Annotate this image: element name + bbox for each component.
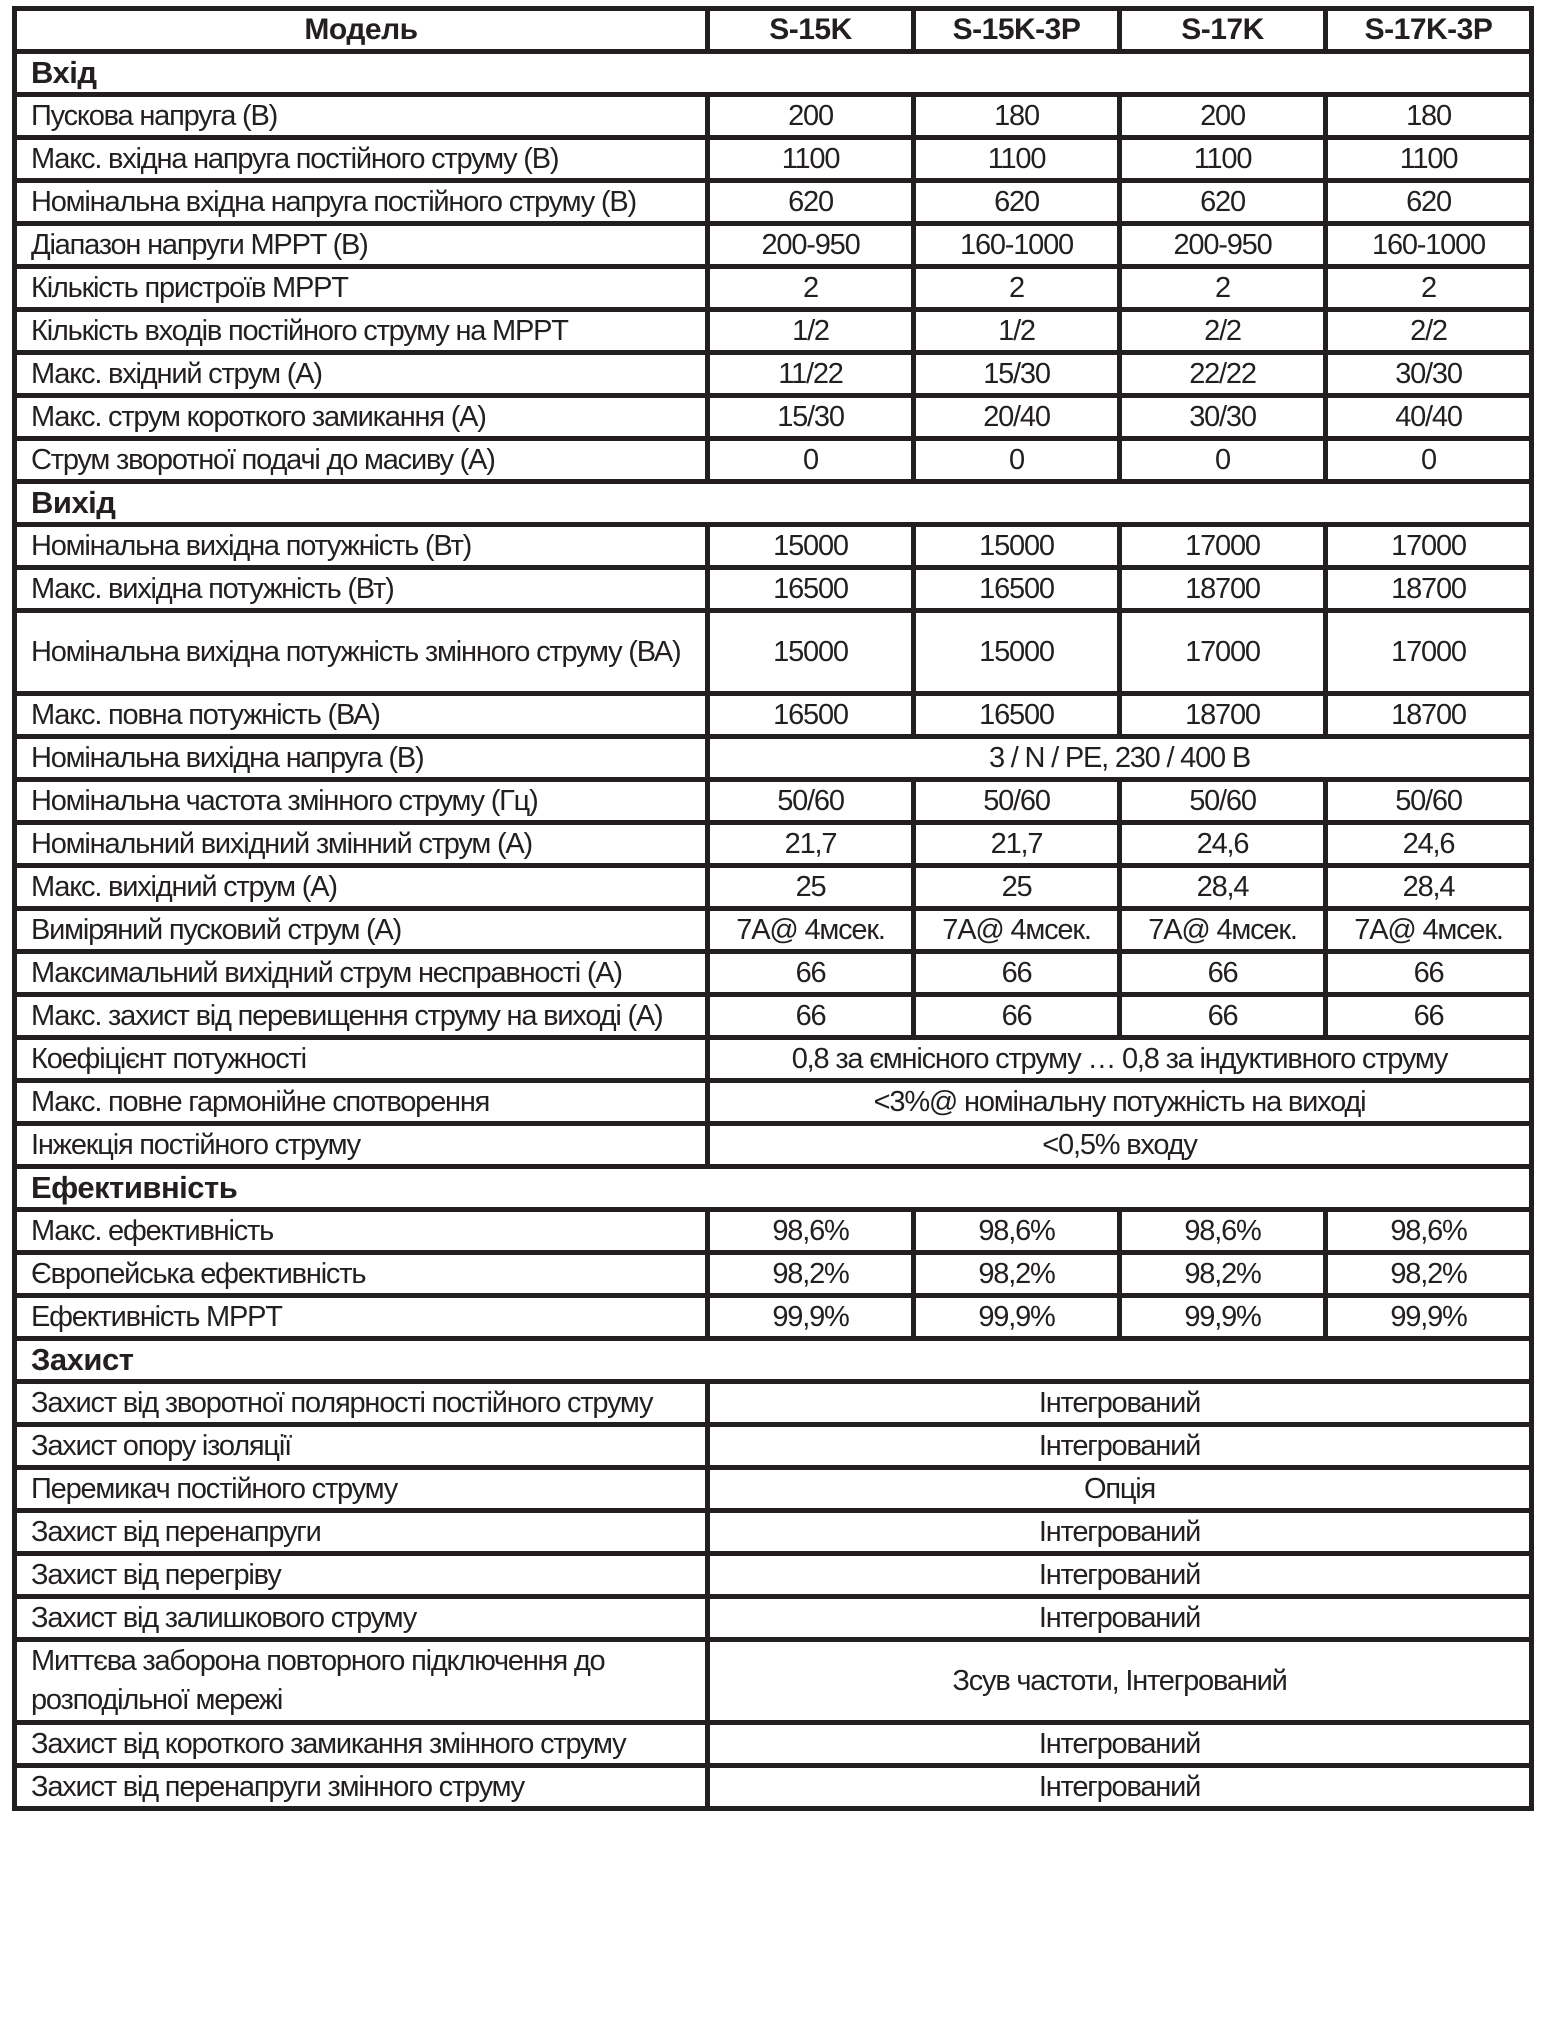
row-value: 1/2 (708, 310, 914, 353)
row-value: 66 (708, 952, 914, 995)
table-row (15, 439, 1532, 482)
row-value-merged: Інтегрований (708, 1597, 1532, 1640)
row-label: Максимальний вихідний струм несправності (А) (15, 952, 708, 995)
row-value: 50/60 (914, 780, 1120, 823)
row-value: 15000 (708, 525, 914, 568)
table-row (15, 138, 1532, 181)
row-label: Макс. вхідний струм (А) (15, 353, 708, 396)
row-value: 16500 (708, 568, 914, 611)
table-row (15, 866, 1532, 909)
section-row-protection (15, 1339, 1532, 1382)
table-row (15, 995, 1532, 1038)
row-label: Макс. повна потужність (ВА) (15, 694, 708, 737)
row-value: 50/60 (1120, 780, 1326, 823)
row-value: 15000 (708, 611, 914, 694)
table-row (15, 267, 1532, 310)
row-value: 15/30 (914, 353, 1120, 396)
table-row (15, 611, 1532, 694)
row-value: 25 (708, 866, 914, 909)
table-row (15, 1511, 1532, 1554)
row-value-merged: 3 / N / PE, 230 / 400 В (708, 737, 1532, 780)
table-row (15, 1081, 1532, 1124)
row-value: 24,6 (1120, 823, 1326, 866)
header-model-s-17k: S-17K (1120, 9, 1326, 52)
row-label: Пускова напруга (В) (15, 95, 708, 138)
header-model-s-15k-3p: S-15K-3P (914, 9, 1120, 52)
row-value: 50/60 (708, 780, 914, 823)
row-value: 21,7 (708, 823, 914, 866)
row-value: 7A@ 4мсек. (708, 909, 914, 952)
table-row (15, 396, 1532, 439)
row-value: 98,6% (914, 1210, 1120, 1253)
row-label: Струм зворотної подачі до масиву (А) (15, 439, 708, 482)
table-row (15, 224, 1532, 267)
row-label: Макс. захист від перевищення струму на виході (А) (15, 995, 708, 1038)
table-row (15, 353, 1532, 396)
row-value-merged: Інтегрований (708, 1554, 1532, 1597)
row-label: Інжекція постійного струму (15, 1124, 708, 1167)
row-value: 50/60 (1326, 780, 1532, 823)
table-row (15, 1425, 1532, 1468)
section-row-input (15, 52, 1532, 95)
row-value: 2 (1120, 267, 1326, 310)
row-label: Перемикач постійного струму (15, 1468, 708, 1511)
row-label: Європейська ефективність (15, 1253, 708, 1296)
row-label: Макс. струм короткого замикання (А) (15, 396, 708, 439)
row-value: 28,4 (1120, 866, 1326, 909)
row-value: 2/2 (1120, 310, 1326, 353)
row-value: 17000 (1326, 525, 1532, 568)
table-row (15, 1468, 1532, 1511)
row-value: 11/22 (708, 353, 914, 396)
row-value: 99,9% (914, 1296, 1120, 1339)
row-value: 1100 (1326, 138, 1532, 181)
row-value: 0 (1120, 439, 1326, 482)
row-value: 0 (1326, 439, 1532, 482)
table-row (15, 1382, 1532, 1425)
table-row (15, 1554, 1532, 1597)
row-value: 98,2% (1326, 1253, 1532, 1296)
row-label: Номінальна частота змінного струму (Гц) (15, 780, 708, 823)
row-value: 24,6 (1326, 823, 1532, 866)
section-title: Вихід (15, 482, 1532, 525)
row-label: Номінальна вихідна потужність (Вт) (15, 525, 708, 568)
row-value: 66 (1120, 995, 1326, 1038)
row-label: Захист від перенапруги змінного струму (15, 1766, 708, 1809)
table-row (15, 952, 1532, 995)
row-label: Кількість входів постійного струму на MPPT (15, 310, 708, 353)
row-value: 1100 (914, 138, 1120, 181)
row-value: 21,7 (914, 823, 1120, 866)
row-value: 25 (914, 866, 1120, 909)
section-title: Вхід (15, 52, 1532, 95)
row-label: Діапазон напруги MPPT (В) (15, 224, 708, 267)
row-value: 18700 (1120, 568, 1326, 611)
section-row-output (15, 482, 1532, 525)
row-label: Макс. вихідна потужність (Вт) (15, 568, 708, 611)
table-row (15, 1296, 1532, 1339)
table-row (15, 1766, 1532, 1809)
row-value: 28,4 (1326, 866, 1532, 909)
row-label: Макс. вихідний струм (А) (15, 866, 708, 909)
section-row-efficiency (15, 1167, 1532, 1210)
row-label: Номінальна вхідна напруга постійного струму (В) (15, 181, 708, 224)
row-value: 98,6% (708, 1210, 914, 1253)
row-value: 16500 (914, 568, 1120, 611)
row-value: 98,2% (1120, 1253, 1326, 1296)
row-value: 17000 (1326, 611, 1532, 694)
row-value: 620 (1326, 181, 1532, 224)
row-value: 2 (708, 267, 914, 310)
row-value-merged: Опція (708, 1468, 1532, 1511)
row-value-merged: Інтегрований (708, 1723, 1532, 1766)
row-value: 16500 (708, 694, 914, 737)
row-value: 620 (708, 181, 914, 224)
row-label: Захист від короткого замикання змінного струму (15, 1723, 708, 1766)
row-value: 66 (1326, 952, 1532, 995)
row-label: Захист від залишкового струму (15, 1597, 708, 1640)
row-value: 2 (1326, 267, 1532, 310)
row-value: 15000 (914, 525, 1120, 568)
row-value: 7A@ 4мсек. (914, 909, 1120, 952)
row-value: 2 (914, 267, 1120, 310)
row-value: 66 (1120, 952, 1326, 995)
table-row (15, 1210, 1532, 1253)
row-value-merged: Інтегрований (708, 1425, 1532, 1468)
row-value: 200-950 (708, 224, 914, 267)
row-value: 7A@ 4мсек. (1326, 909, 1532, 952)
row-value: 18700 (1326, 568, 1532, 611)
row-label: Захист від зворотної полярності постійного струму (15, 1382, 708, 1425)
row-value: 30/30 (1326, 353, 1532, 396)
row-value: 1/2 (914, 310, 1120, 353)
row-value: 200 (1120, 95, 1326, 138)
header-model-s-17k-3p: S-17K-3P (1326, 9, 1532, 52)
row-value-merged: Інтегрований (708, 1382, 1532, 1425)
row-value: 620 (1120, 181, 1326, 224)
table-row (15, 737, 1532, 780)
row-label: Захист опору ізоляції (15, 1425, 708, 1468)
row-value: 99,9% (708, 1296, 914, 1339)
spec-table (12, 6, 1534, 1811)
row-value: 160-1000 (1326, 224, 1532, 267)
row-value: 20/40 (914, 396, 1120, 439)
row-value: 66 (914, 952, 1120, 995)
row-value: 620 (914, 181, 1120, 224)
table-row (15, 1038, 1532, 1081)
header-model-s-15k: S-15K (708, 9, 914, 52)
row-value: 160-1000 (914, 224, 1120, 267)
row-label: Макс. вхідна напруга постійного струму (В) (15, 138, 708, 181)
row-label: Номінальний вихідний змінний струм (А) (15, 823, 708, 866)
row-value: 98,6% (1120, 1210, 1326, 1253)
table-row (15, 310, 1532, 353)
header-row (15, 9, 1532, 52)
row-value: 15000 (914, 611, 1120, 694)
row-label: Коефіцієнт потужності (15, 1038, 708, 1081)
row-value-merged: Інтегрований (708, 1766, 1532, 1809)
row-value: 66 (1326, 995, 1532, 1038)
row-value: 22/22 (1120, 353, 1326, 396)
table-row (15, 181, 1532, 224)
row-value: 17000 (1120, 525, 1326, 568)
row-label: Кількість пристроїв MPPT (15, 267, 708, 310)
row-value: 1100 (708, 138, 914, 181)
row-label: Ефективність MPPT (15, 1296, 708, 1339)
row-label: Захист від перенапруги (15, 1511, 708, 1554)
section-title: Ефективність (15, 1167, 1532, 1210)
row-value: 98,6% (1326, 1210, 1532, 1253)
row-value: 0 (914, 439, 1120, 482)
table-row (15, 1640, 1532, 1723)
table-row (15, 568, 1532, 611)
table-row (15, 1723, 1532, 1766)
table-row (15, 1253, 1532, 1296)
row-value: 66 (914, 995, 1120, 1038)
table-row (15, 909, 1532, 952)
row-label: Миттєва заборона повторного підключення до розподільної мережі (15, 1640, 708, 1723)
row-value: 18700 (1326, 694, 1532, 737)
row-value: 2/2 (1326, 310, 1532, 353)
row-label: Захист від перегріву (15, 1554, 708, 1597)
row-value: 98,2% (914, 1253, 1120, 1296)
row-value-merged: Зсув частоти, Інтегрований (708, 1640, 1532, 1723)
table-row (15, 694, 1532, 737)
row-value-merged: <3%@ номінальну потужність на виході (708, 1081, 1532, 1124)
table-row (15, 780, 1532, 823)
table-row (15, 1597, 1532, 1640)
row-value-merged: <0,5% входу (708, 1124, 1532, 1167)
row-value: 99,9% (1326, 1296, 1532, 1339)
row-value: 18700 (1120, 694, 1326, 737)
row-value: 99,9% (1120, 1296, 1326, 1339)
row-value: 0 (708, 439, 914, 482)
row-value: 7A@ 4мсек. (1120, 909, 1326, 952)
table-row (15, 95, 1532, 138)
row-value: 66 (708, 995, 914, 1038)
row-value: 200-950 (1120, 224, 1326, 267)
row-value: 16500 (914, 694, 1120, 737)
row-value: 30/30 (1120, 396, 1326, 439)
row-label: Виміряний пусковий струм (А) (15, 909, 708, 952)
header-model-label: Модель (15, 9, 708, 52)
row-label: Макс. повне гармонійне спотворення (15, 1081, 708, 1124)
section-title: Захист (15, 1339, 1532, 1382)
row-value: 98,2% (708, 1253, 914, 1296)
row-value: 17000 (1120, 611, 1326, 694)
table-row (15, 1124, 1532, 1167)
row-value: 180 (1326, 95, 1532, 138)
row-value: 15/30 (708, 396, 914, 439)
row-label: Номінальна вихідна напруга (В) (15, 737, 708, 780)
row-value-merged: 0,8 за ємнісного струму … 0,8 за індуктивного струму (708, 1038, 1532, 1081)
row-value-merged: Інтегрований (708, 1511, 1532, 1554)
row-value: 40/40 (1326, 396, 1532, 439)
row-value: 1100 (1120, 138, 1326, 181)
row-label: Макс. ефективність (15, 1210, 708, 1253)
table-row (15, 823, 1532, 866)
table-row (15, 525, 1532, 568)
row-value: 180 (914, 95, 1120, 138)
row-label: Номінальна вихідна потужність змінного струму (ВА) (15, 611, 708, 694)
row-value: 200 (708, 95, 914, 138)
